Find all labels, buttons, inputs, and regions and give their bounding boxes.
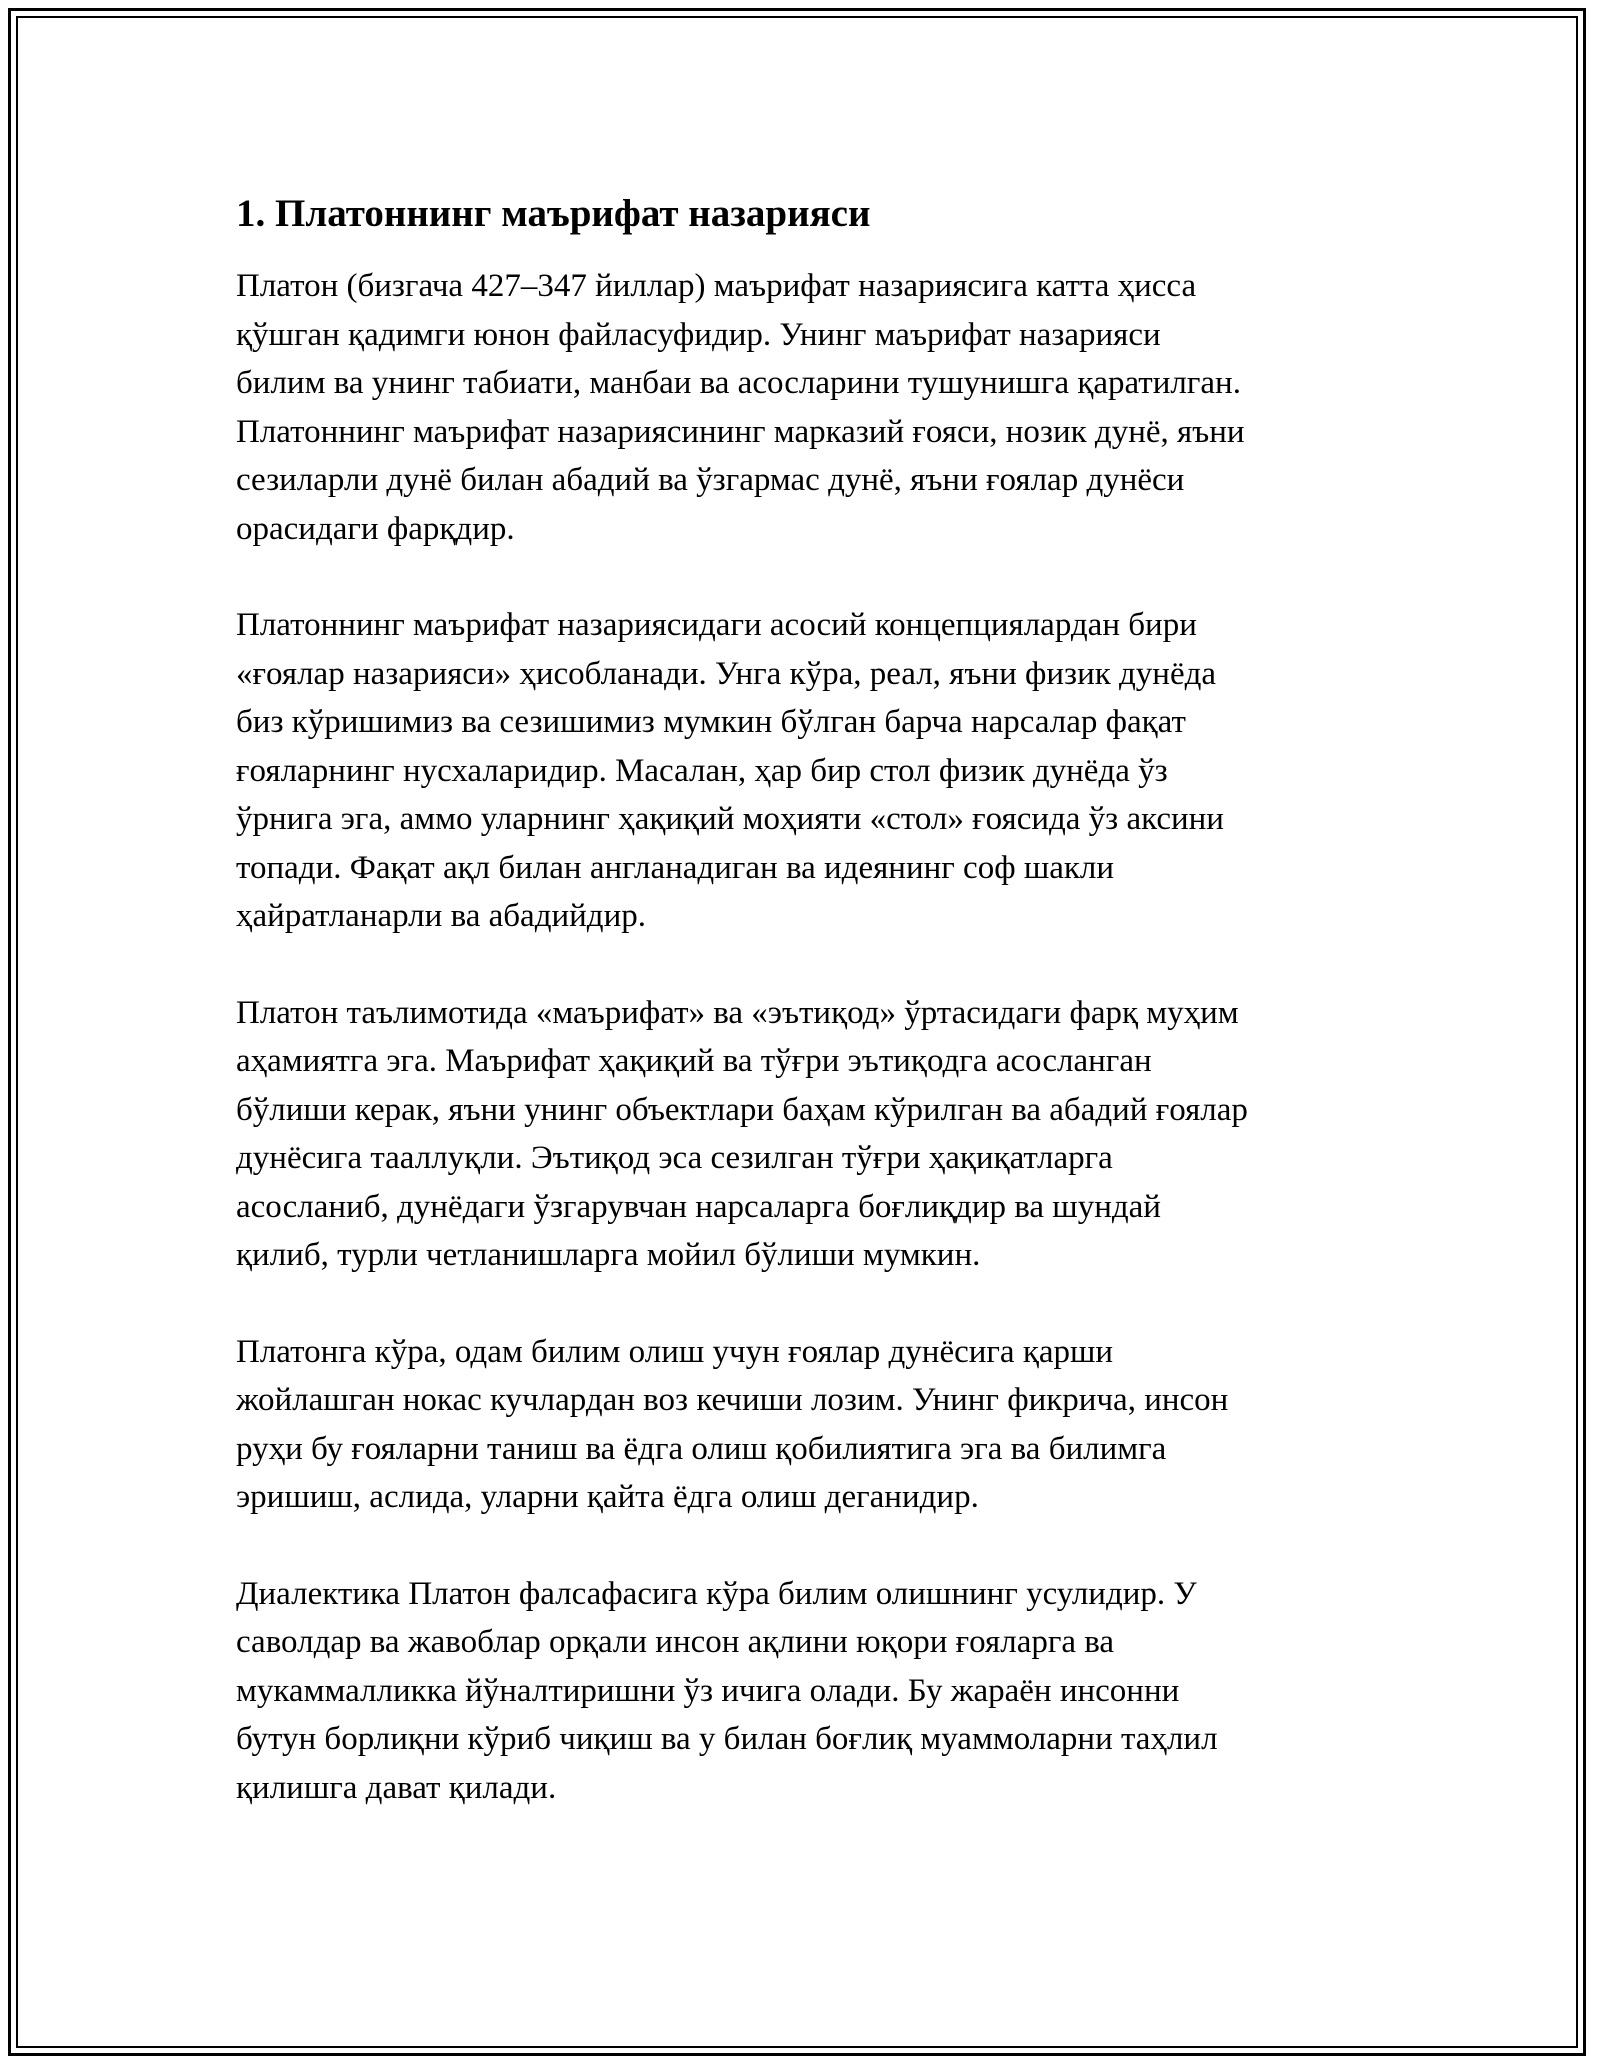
text-line: мукаммалликка йўналтиришни ўз ичига олади. Бу жараён инсонни — [236, 1672, 1180, 1709]
text-line: билим ва унинг табиати, манбаи ва асосларини тушунишга қаратилган. — [236, 365, 1241, 401]
text-line: топади. Фақат ақл билан англанадиган ва идеянинг соф шакли — [236, 849, 1115, 886]
text-line: бутун борлиқни кўриб чиқиш ва у билан боғлиқ муаммоларни таҳлил — [236, 1721, 1218, 1757]
text-line: бўлиши керак, яъни унинг объектлари баҳам кўрилган ва абадий ғоялар — [236, 1091, 1248, 1128]
text-line: дунёсига тааллуқли. Эътиқод эса сезилган тўғри ҳақиқатларга — [236, 1140, 1113, 1176]
text-line: руҳи бу ғояларни таниш ва ёдга олиш қобилиятига эга ва билимга — [236, 1430, 1167, 1467]
paragraph — [236, 601, 1366, 941]
text-line: «ғоялар назарияси» ҳисобланади. Унга кўра, реал, яъни физик дунёда — [236, 655, 1217, 692]
paragraph — [236, 989, 1366, 1280]
text-line: биз кўришимиз ва сезишимиз мумкин бўлган барча нарсалар фақат — [236, 704, 1186, 740]
text-line: саволдар ва жавоблар орқали инсон ақлини юқори ғояларга ва — [236, 1624, 1115, 1660]
text-line: қўшган қадимги юнон файласуфидир. Унинг маърифат назарияси — [236, 316, 1161, 353]
text-line: Платоннинг маърифат назариясининг марказий ғояси, нозик дунё, яъни — [236, 413, 1245, 450]
text-line: асосланиб, дунёдаги ўзгарувчан нарсаларга боғлиқдир ва шундай — [236, 1188, 1161, 1225]
text-line: Платоннинг маърифат назариясидаги асосий концепциялардан бири — [236, 607, 1197, 643]
text-line: ғояларнинг нусхаларидир. Масалан, ҳар бир стол физик дунёда ўз — [236, 752, 1168, 789]
document-body — [236, 188, 1366, 1860]
text-line: Диалектика Платон фалсафасига кўра билим олишнинг усулидир. У — [236, 1575, 1197, 1612]
paragraph — [236, 262, 1366, 553]
paragraph-list — [236, 262, 1366, 1812]
text-line: эришиш, аслида, уларни қайта ёдга олиш деганидир. — [236, 1479, 979, 1515]
text-line: қилишга дават қилади. — [236, 1769, 557, 1806]
text-line: Платон (бизгача 427–347 йиллар) маърифат назариясига катта ҳисса — [236, 268, 1197, 304]
text-line: қилиб, турли четланишларга мойил бўлиши мумкин. — [236, 1237, 981, 1273]
text-line: орасидаги фарқдир. — [236, 510, 515, 547]
text-line: Платон таълимотида «маърифат» ва «эътиқод» ўртасидаги фарқ муҳим — [236, 994, 1239, 1031]
paragraph — [236, 1570, 1366, 1813]
section-heading: 1. Платоннинг маърифат назарияси — [236, 192, 871, 235]
text-line: ҳайратланарли ва абадийдир. — [236, 898, 647, 934]
text-line: сезиларли дунё билан абадий ва ўзгармас дунё, яъни ғоялар дунёси — [236, 462, 1185, 498]
text-line: ўрнига эга, аммо уларнинг ҳақиқий моҳияти «стол» ғоясида ўз аксини — [236, 801, 1224, 837]
text-line: жойлашган нокас кучлардан воз кечиши лозим. Унинг фикрича, инсон — [236, 1382, 1229, 1418]
text-line: Платонга кўра, одам билим олиш учун ғоялар дунёсига қарши — [236, 1333, 1114, 1370]
text-line: аҳамиятга эга. Маърифат ҳақиқий ва тўғри эътиқодга асосланган — [236, 1043, 1152, 1079]
paragraph — [236, 1328, 1366, 1522]
